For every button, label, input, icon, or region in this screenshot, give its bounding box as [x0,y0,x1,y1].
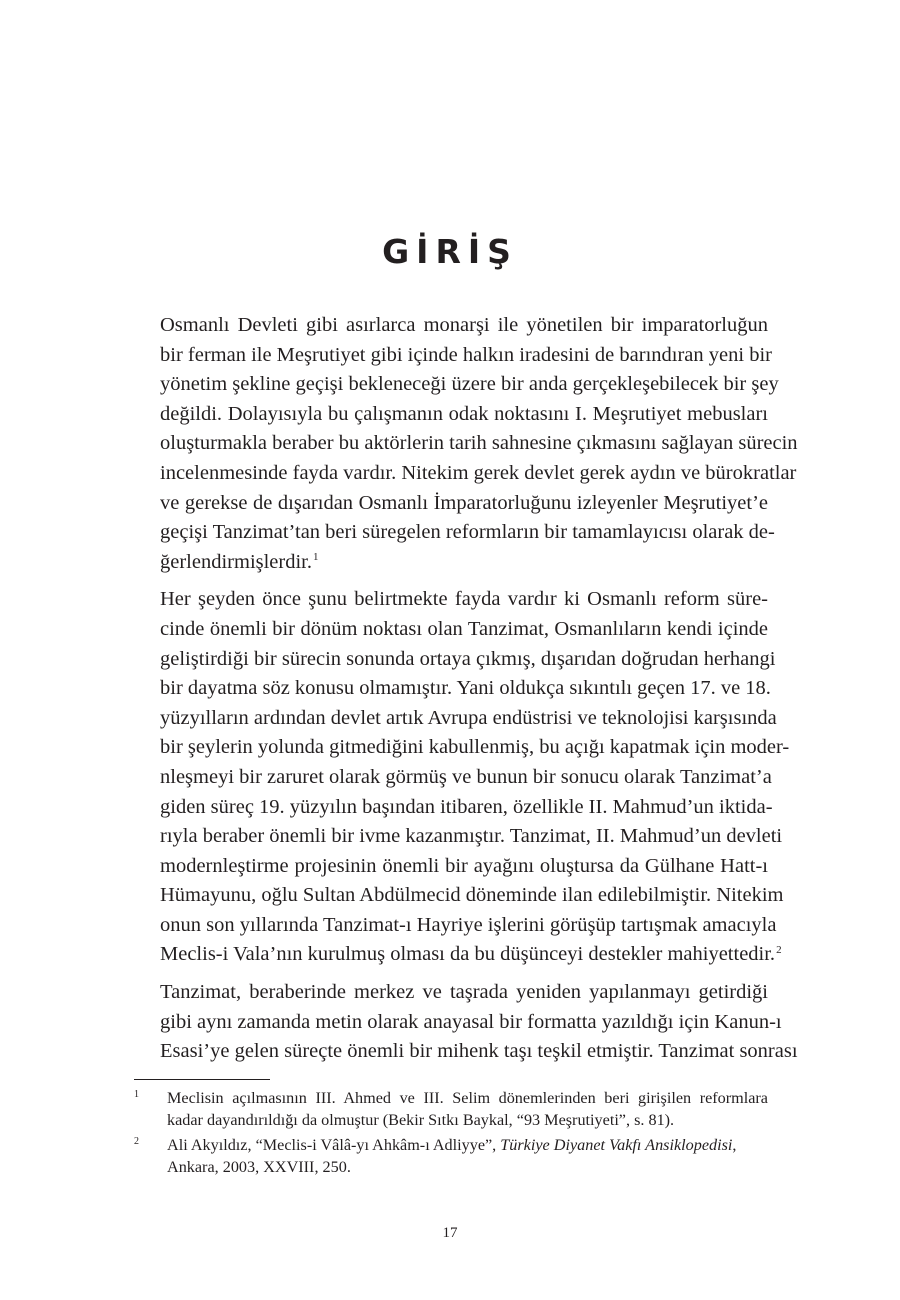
text-line: nleşmeyi bir zaruret olarak görmüş ve bunun bir sonucu olarak Tanzimat’a [160,765,772,788]
text-line: bir dayatma söz konusu olmamıştır. Yani oldukça sıkıntılı geçen 17. ve 18. [160,677,771,700]
citation-punctuation: , [732,1136,737,1154]
text-line: değildi. Dolayısıyla bu çalışmanın odak noktasını I. Meşrutiyet mebusları [160,402,768,425]
body-text [134,311,798,1075]
citation-source-title: Türkiye Diyanet Vakfı Ansiklopedisi [500,1136,733,1154]
text-line: bir ferman ile Meşrutiyet gibi içinde halkın iradesini de barındıran yeni bir [160,343,772,366]
text-line: bir şeylerin yolunda gitmediğini kabullenmiş, bu açığı kapatmak için moder- [160,736,790,759]
text-line: Tanzimat, beraberinde merkez ve taşrada yeniden yapılanmayı getirdiği [160,981,768,1004]
text-line-content: ğerlendirmişlerdir. [160,550,312,573]
text-line: gibi aynı zamanda metin olarak anayasal bir formatta yazıldığı için Kanun-ı [160,1010,782,1033]
text-line: yüzyılların ardından devlet artık Avrupa endüstrisi ve teknolojisi karşısında [160,706,777,729]
footnotes [134,1087,768,1181]
page-number: 17 [442,1225,458,1241]
footnote-text: Ankara, 2003, XXVIII, 250. [167,1158,351,1176]
citation-author-title: Ali Akyıldız, “Meclis-i Vâlâ-yı Ahkâm-ı Adliyye”, [167,1136,501,1154]
footnote-1 [134,1087,768,1131]
footnote-reference[interactable]: 2 [776,943,782,956]
footnote-2 [134,1134,768,1178]
chapter-title: GİRİŞ [382,232,518,271]
text-line: cinde önemli bir dönüm noktası olan Tanzimat, Osmanlıların kendi içinde [160,617,768,640]
text-line: oluşturmakla beraber bu aktörlerin tarih sahnesine çıkmasını sağlayan sürecin [160,432,798,455]
text-line [134,548,768,578]
footnote-reference[interactable]: 1 [313,550,319,563]
footnote-number: 1 [134,1089,139,1100]
paragraph-3 [134,978,798,1067]
text-line: onun son yıllarında Tanzimat-ı Hayriye işlerini görüşüp tartışmak amacıyla [160,913,777,936]
text-line: modernleştirme projesinin önemli bir ayağını oluştursa da Gülhane Hatt-ı [160,854,768,877]
text-line: ve gerekse de dışarıdan Osmanlı İmparatorluğunu izleyenler Meşrutiyet’e [160,491,768,514]
text-line: rıyla beraber önemli bir ivme kazanmıştır. Tanzimat, II. Mahmud’un devleti [160,825,783,848]
text-line: Esasi’ye gelen süreçte önemli bir mihenk taşı teşkil etmiştir. Tanzimat sonrası [160,1040,798,1063]
footnote-text: kadar dayandırıldığı da olmuştur (Bekir Sıtkı Baykal, “93 Meşrutiyeti”, s. 81). [167,1111,675,1129]
footnote-number: 2 [134,1136,139,1147]
text-line: Osmanlı Devleti gibi asırlarca monarşi ile yönetilen bir imparatorluğun [160,314,768,336]
footnote-divider [134,1079,270,1080]
text-line: Hümayunu, oğlu Sultan Abdülmecid döneminde ilan edilebilmiştir. Nitekim [160,884,784,907]
text-line-content: Meclis-i Vala’nın kurulmuş olması da bu düşünceyi destekler mahiyettedir. [160,943,776,966]
text-line: geçişi Tanzimat’tan beri süregelen reformların bir tamamlayıcısı olarak de- [160,521,775,544]
footnote-text: Meclisin açılmasının III. Ahmed ve III. Selim dönemlerinden beri girişilen reformlara [167,1089,768,1107]
text-line: yönetim şekline geçişi bekleneceği üzere bir anda gerçekleşebilecek bir şey [160,373,779,396]
text-line: geliştirdiği bir sürecin sonunda ortaya çıkmış, dışarıdan doğrudan herhangi [160,647,776,670]
paragraph-1 [134,311,798,577]
footnote-text [167,1134,768,1156]
text-line: Her şeyden önce şunu belirtmekte fayda vardır ki Osmanlı reform süre- [160,588,768,611]
text-line [134,940,782,970]
text-line: incelenmesinde fayda vardır. Nitekim gerek devlet gerek aydın ve bürokratlar [160,461,797,484]
paragraph-2 [134,585,790,970]
text-line: giden süreç 19. yüzyılın başından itibaren, özellikle II. Mahmud’un iktida- [160,795,773,818]
